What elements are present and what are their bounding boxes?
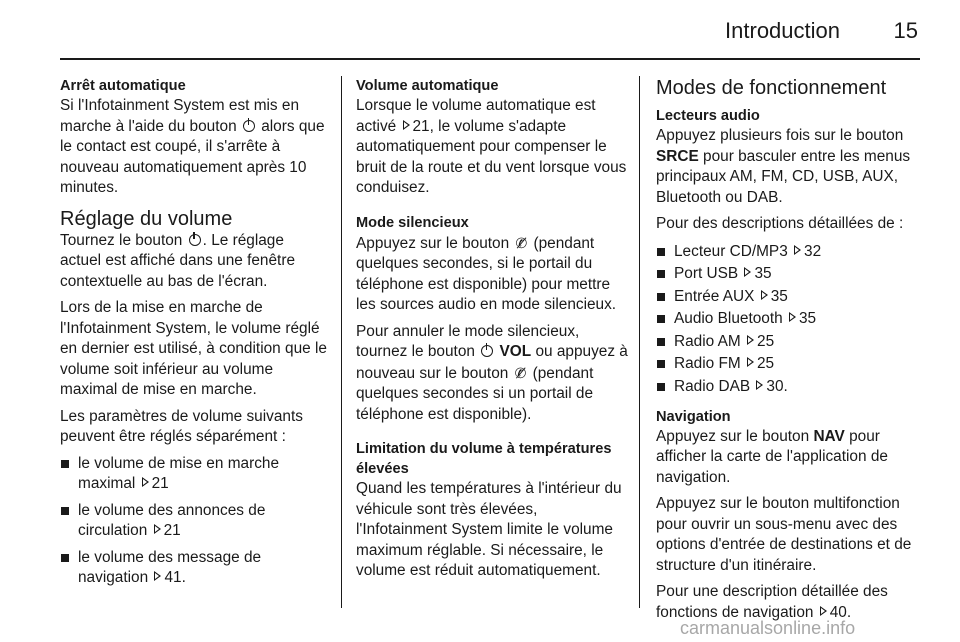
page-title: Introduction [725,18,840,43]
page-ref[interactable]: 41. [164,569,186,586]
page-ref-arrow-icon [756,380,763,390]
subheading-limitation-volume: Limitation du volume à températures élevées [356,441,612,477]
text: Radio FM [674,355,741,373]
page-ref[interactable]: 21 [163,522,181,539]
page-ref-arrow-icon [761,290,768,300]
page-ref-arrow-icon [744,267,751,277]
page-ref[interactable]: 25 [757,332,775,350]
text: Tournez le bouton [60,231,183,249]
text: Port USB [674,265,739,283]
text: Appuyez sur le bouton [656,427,810,445]
paragraph-mise-en-marche: Lors de la mise en marche de l'Infotainment System, le volume réglé en dernier est utilisé, à condition que le volume soit inférieur au volume maximal de mise en marche. [60,299,327,398]
paragraph-navigation [656,427,922,489]
volume-settings-list [60,454,328,589]
text: le volume des annonces de circulation [78,501,266,539]
bullet-icon [61,554,69,562]
bullet-icon [657,248,665,256]
page-header [60,16,920,46]
text: alors que le contact est coupé, il s'arrête à nouveau automatiquement après 10 minutes. [60,117,325,196]
paragraph-descriptions: Pour des descriptions détaillées de : [656,215,904,232]
phone-mute-icon: ✆̸ [515,234,528,251]
heading-modes-fonctionnement: Modes de fonctionnement [656,77,887,99]
power-icon [481,345,493,357]
list-item [60,501,328,542]
text: (pendant quelques secondes, si le portail du téléphone est disponible) pour mettre les sources audio en mode silencieux. [356,234,617,313]
power-icon [243,120,255,132]
text: pour basculer entre les menus principaux AM, FM, CD, USB, AUX, Bluetooth ou DAB. [656,147,911,206]
column-2 [356,76,628,588]
list-item [656,241,922,264]
page-ref-arrow-icon [154,571,161,581]
nav-label: NAV [813,427,845,445]
text: pour afficher la carte de l'application de navigation. [656,427,888,486]
page-ref-arrow-icon [747,357,754,367]
page-ref-arrow-icon [820,606,827,616]
text: Lecteur CD/MP3 [674,242,788,260]
page-ref[interactable]: 25 [757,355,775,373]
bullet-icon [657,360,665,368]
list-item [60,548,328,589]
page-number: 15 [893,18,918,43]
paragraph-fonctions-navigation [656,582,922,623]
page-ref[interactable]: 35 [770,287,788,305]
text: Si l'Infotainment System est mis en marche à l'aide du bouton [60,97,300,135]
bullet-icon [657,315,665,323]
text: Lorsque le volume automatique est activé [356,97,596,135]
subheading-arret-automatique: Arrêt automatique [60,78,186,94]
page-ref[interactable]: 30. [766,378,788,396]
text: Radio AM [674,332,741,350]
list-item [656,263,922,286]
paragraph-arret-automatique [60,96,328,199]
subheading-lecteurs-audio: Lecteurs audio [656,108,760,124]
page-ref[interactable]: 21 [412,117,430,135]
page-ref-arrow-icon [789,312,796,322]
text: (pendant quelques secondes si un portail de téléphone est disponible). [356,364,594,423]
page-ref-arrow-icon [142,477,149,487]
paragraph-volume-auto [356,96,628,199]
page-ref[interactable]: 32 [804,242,822,260]
paragraph-limitation: Quand les températures à l'intérieur du véhicule sont très élevées, l'Infotainment System limite le volume maximum réglable. Si nécessaire, le volume est réduit automatiquement. [356,480,622,579]
text: le volume de mise en marche maximal [78,454,280,492]
audio-modes-list [656,241,922,399]
text: le volume des message de navigation [78,548,262,586]
text: Pour annuler le mode silencieux, tournez le bouton [356,322,580,360]
bullet-icon [657,338,665,346]
subheading-volume-automatique: Volume automatique [356,78,499,94]
phone-mute-icon: ✆̸ [514,364,527,381]
list-item [656,308,922,331]
paragraph-reglage [60,231,328,293]
bullet-icon [657,270,665,278]
bullet-icon [61,460,69,468]
subheading-navigation: Navigation [656,408,731,425]
subheading-mode-silencieux: Mode silencieux [356,214,469,231]
heading-reglage-volume: Réglage du volume [60,207,233,230]
text: Audio Bluetooth [674,310,783,328]
text: ou appuyez à nouveau sur le bouton [356,343,628,382]
paragraph-multifonction: Appuyez sur le bouton multifonction pour ouvrir un sous-menu avec des options d'entrée de destinations et de structure d'un itinéraire. [656,495,912,574]
column-1 [60,76,328,595]
paragraph-parametres: Les paramètres de volume suivants peuvent être réglés séparément : [60,407,303,445]
page-ref-arrow-icon [403,120,410,130]
page-ref[interactable]: 40. [829,603,852,621]
bullet-icon [61,507,69,515]
column-divider-2 [639,76,640,608]
text: Appuyez sur le bouton [356,234,510,252]
power-icon [189,234,201,246]
paragraph-annuler [356,322,628,426]
watermark: carmanualsonline.info [680,618,856,638]
list-item [60,454,328,495]
page-ref[interactable]: 35 [754,265,772,283]
list-item [656,376,922,399]
bullet-icon [657,383,665,391]
list-item [656,331,922,354]
page-ref[interactable]: 21 [151,475,169,492]
list-item [656,353,922,376]
paragraph-mode-silencieux [356,233,628,316]
column-3 [656,76,922,629]
vol-label: VOL [499,343,532,360]
column-divider-1 [341,76,342,608]
text: Entrée AUX [674,287,755,305]
header-rule [60,58,920,60]
paragraph-lecteurs [656,126,922,208]
bullet-icon [657,293,665,301]
text: Radio DAB [674,378,751,396]
text: Appuyez plusieurs fois sur le bouton [656,127,904,144]
page-ref[interactable]: 35 [798,310,817,328]
srce-label: SRCE [656,147,699,165]
page-ref-arrow-icon [747,335,754,345]
text: . Le réglage actuel est affiché dans une fenêtre contextuelle au bas de l'écran. [60,231,296,290]
text: Pour une description détaillée des fonctions de navigation [656,583,888,621]
text: , le volume s'adapte automatiquement pour compenser le bruit de la route et du vent lorsque vous conduisez. [356,117,627,196]
page-ref-arrow-icon [154,524,161,534]
list-item [656,286,922,309]
page-ref-arrow-icon [794,245,801,255]
